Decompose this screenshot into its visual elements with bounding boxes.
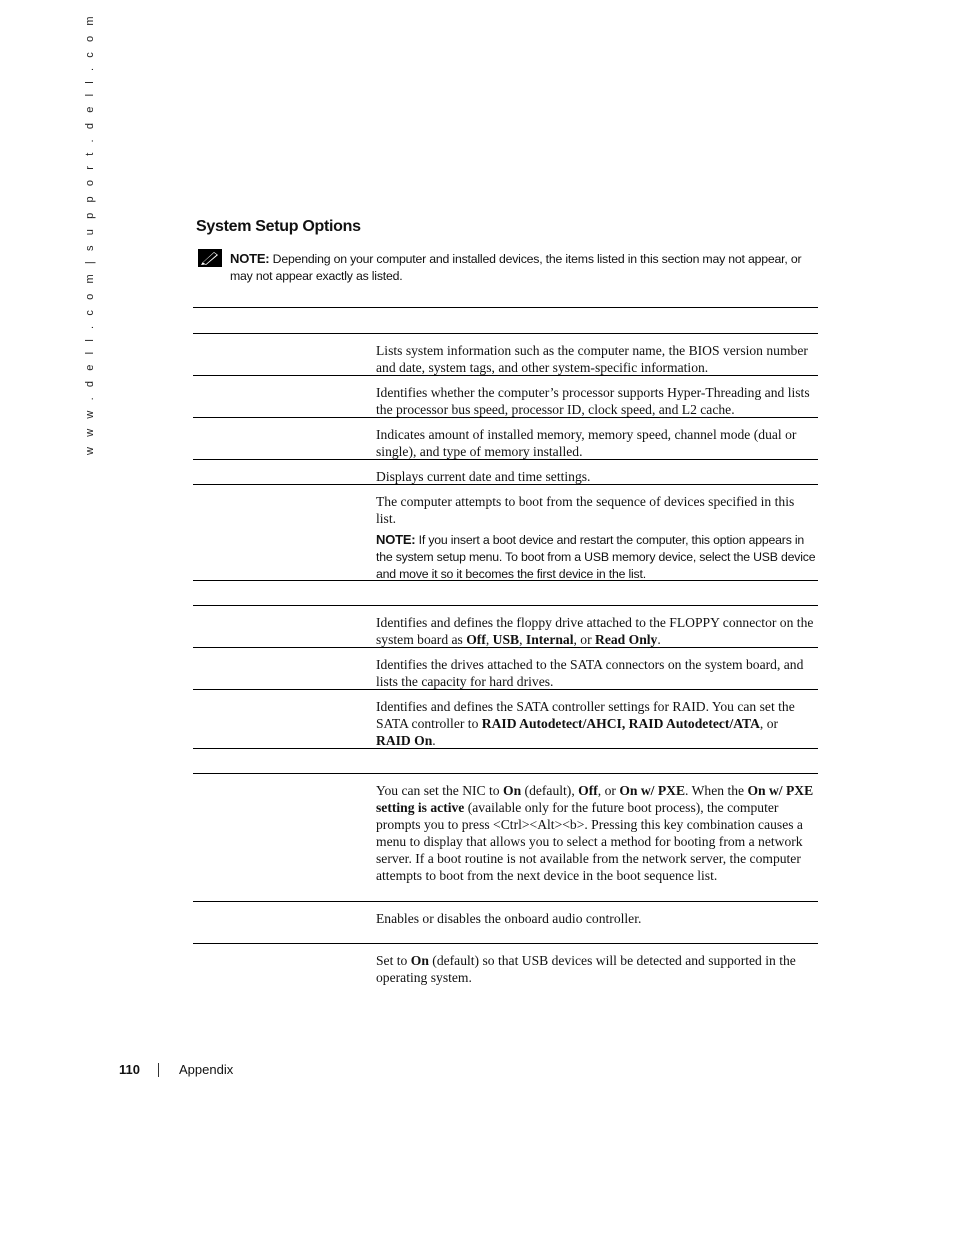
text-run: Identifies and defines the floppy drive attached to the FLOPPY connector on the system board as — [376, 615, 814, 647]
bold-option: On w/ PXE — [619, 783, 686, 798]
table-row — [193, 943, 818, 1003]
table-row — [193, 375, 818, 418]
row-description — [376, 698, 816, 749]
text-run: (available only for the future boot process), the computer prompts you to press <Ctrl><Alt><b>. Pressing this key combination causes a menu to display that allows you to select a method for booting from a network server. If a boot routine is not available from the network server, the computer attempts to boot from the next device in the boot sequence list. — [376, 800, 803, 883]
table-row — [193, 647, 818, 690]
table-row — [193, 901, 818, 944]
text-run: , or — [759, 716, 779, 731]
footer-separator — [158, 1063, 159, 1077]
text-run: The computer attempts to boot from the sequence of devices specified in this list. — [376, 494, 795, 526]
bold-option: On — [410, 953, 429, 968]
note-label: NOTE: — [230, 251, 270, 266]
text-run: (default), — [521, 783, 579, 798]
bold-option: Internal — [525, 632, 574, 647]
text-run: You can set the NIC to — [376, 783, 503, 798]
text-run: , or — [573, 632, 596, 647]
bold-option: Off — [466, 632, 486, 647]
text-run: . — [657, 632, 661, 647]
table-row — [193, 484, 818, 581]
table-row — [193, 308, 818, 334]
row-description — [376, 342, 816, 376]
bold-option: Read Only — [595, 632, 658, 647]
text-run: Indicates amount of installed memory, memory speed, channel mode (dual or single), and type of memory installed. — [376, 427, 797, 459]
bold-option: Off — [578, 783, 598, 798]
row-description — [376, 384, 816, 418]
text-run: (default) so that USB devices will be detected and supported in the operating system. — [376, 953, 796, 985]
footer-section: Appendix — [179, 1062, 234, 1077]
row-note-text: If you insert a boot device and restart the computer, this option appears in the system setup menu. To boot from a USB memory device, select the USB device and move it so it becomes the first device in the list. — [376, 533, 816, 581]
row-description — [376, 782, 816, 884]
row-description — [376, 656, 816, 690]
text-run: Displays current date and time settings. — [376, 469, 591, 484]
table-row — [193, 605, 818, 648]
table-row — [193, 689, 818, 749]
section-title: System Setup Options — [196, 218, 361, 235]
text-run: , — [485, 632, 493, 647]
row-description — [376, 614, 816, 648]
row-note — [376, 531, 816, 583]
text-run: Identifies and defines the SATA controller settings for RAID. You can set the SATA controller to — [376, 699, 795, 731]
bold-option: On w/ PXE setting is active — [376, 783, 814, 815]
table-row — [193, 748, 818, 774]
text-run: , or — [597, 783, 620, 798]
text-run: Lists system information such as the computer name, the BIOS version number and date, system tags, and other system-specific information. — [376, 343, 808, 375]
row-description — [376, 910, 816, 927]
bold-option: USB — [492, 632, 520, 647]
row-note-label: NOTE: — [376, 532, 416, 547]
table-row — [193, 773, 818, 902]
row-description — [376, 426, 816, 460]
text-run: . — [432, 733, 436, 748]
bold-option: On — [503, 783, 522, 798]
text-run: , — [519, 632, 526, 647]
row-description — [376, 952, 816, 986]
table-row — [193, 417, 818, 460]
bold-option: RAID Autodetect/AHCI, RAID Autodetect/ATA — [481, 716, 760, 731]
side-url: w w w . d e l l . c o m | s u p p o r t . d e l l . c o m — [84, 12, 96, 455]
note-pencil-icon — [198, 249, 222, 267]
bold-option: RAID On — [376, 733, 433, 748]
table-row — [193, 459, 818, 485]
text-run: Identifies whether the computer’s processor supports Hyper-Threading and lists the processor bus speed, processor ID, clock speed, and L2 cache. — [376, 385, 810, 417]
row-description — [376, 468, 816, 485]
text-run: Enables or disables the onboard audio controller. — [376, 911, 642, 926]
note-text — [230, 250, 810, 285]
table-row — [193, 333, 818, 376]
text-run: Identifies the drives attached to the SATA connectors on the system board, and lists the capacity for hard drives. — [376, 657, 804, 689]
row-description — [376, 493, 816, 583]
page-number: 110 — [119, 1062, 140, 1077]
text-run: . When the — [685, 783, 748, 798]
table-row — [193, 580, 818, 606]
note-body: Depending on your computer and installed devices, the items listed in this section may not appear, or may not appear exactly as listed. — [230, 252, 802, 283]
text-run: Set to — [376, 953, 411, 968]
